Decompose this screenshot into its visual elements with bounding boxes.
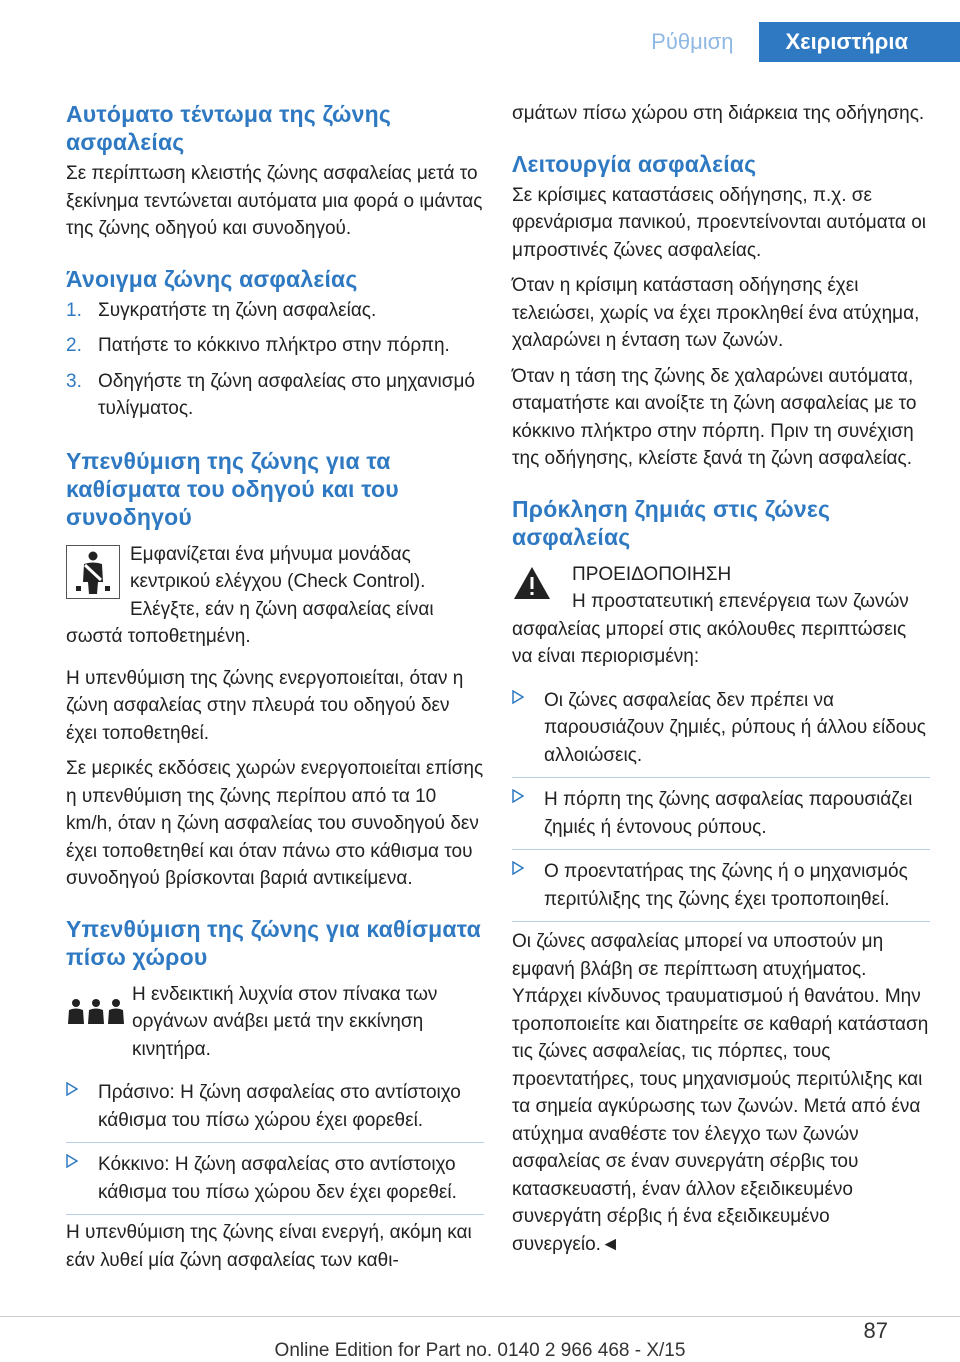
section-title-front-reminder: Υπενθύμιση της ζώνης για τα καθίσματα του οδηγού και του συνοδηγού	[66, 447, 399, 530]
triangle-bullet-icon	[512, 861, 524, 875]
step-item: 3. Οδηγήστε τη ζώνη ασφαλείας στο μηχανισμό τυλίγματος.	[66, 370, 475, 419]
page-number: 87	[863, 1318, 888, 1343]
paragraph: Σε περίπτωση κλειστής ζώνης ασφαλείας μετά το ξεκίνημα τεντώνεται αυτόματα μια φορά ο ιμάντας της ζώνης οδηγού και συνοδηγού.	[66, 163, 483, 239]
list-item: Πράσινο: Η ζώνη ασφαλείας στο αντίστοιχο κάθισμα του πίσω χώρου έχει φορεθεί.	[66, 1071, 484, 1143]
footer-divider	[0, 1316, 960, 1317]
tab-controls[interactable]: Χειριστήρια	[759, 22, 960, 62]
paragraph: Σε μερικές εκδόσεις χωρών ενεργοποιείται επίσης η υπενθύμιση της ζώνης περίπου από τα 10 km/h, όταν η ζώνη ασφαλείας του συνοδηγού δεν έχει τοποθετηθεί και όταν πάνω στο κάθισμα του συνοδηγού βρίσκονται βαριά αντικείμενα.	[66, 758, 484, 889]
paragraph: Η υπενθύμιση της ζώνης είναι ενεργή, ακόμη και εάν λυθεί μία ζώνη ασφαλείας των καθι-	[66, 1222, 472, 1271]
bullet-list	[512, 679, 930, 923]
triangle-bullet-icon	[512, 789, 524, 803]
section-title-auto-tension: Αυτόματο τέντωμα της ζώνης ασφαλείας	[66, 101, 392, 155]
section-title-rear-reminder: Υπενθύμιση της ζώνης για καθίσματα πίσω χώρου	[66, 915, 481, 970]
list-item: Κόκκινο: Η ζώνη ασφαλείας στο αντίστοιχο κάθισμα του πίσω χώρου δεν έχει φορεθεί.	[66, 1143, 484, 1215]
left-column	[66, 100, 484, 1282]
tab-setup[interactable]: Ρύθμιση	[651, 29, 734, 54]
paragraph: Η ενδεικτική λυχνία στον πίνακα των οργάνων ανάβει μετά την εκκίνηση κινητήρα.	[132, 983, 438, 1060]
footer-edition: Online Edition for Part no. 0140 2 966 468 - X/15	[274, 1340, 686, 1361]
section-title-open-belt: Άνοιγμα ζώνης ασφαλείας	[66, 265, 358, 292]
triangle-bullet-icon	[66, 1082, 78, 1096]
warning-label: ΠΡΟΕΙΔΟΠΟΙΗΣΗ	[572, 563, 732, 585]
warning-text: Η προστατευτική επενέργεια των ζωνών ασφαλείας μπορεί στις ακόλουθες περιπτώσεις να είναι περιορισμένη:	[512, 591, 909, 667]
step-list	[66, 297, 484, 423]
list-item: Ο προεντατήρας της ζώνης ή ο μηχανισμός περιτύλιξης της ζώνης έχει τροποποιηθεί.	[512, 850, 930, 922]
paragraph: Όταν η κρίσιμη κατάσταση οδήγησης έχει τελειώσει, χωρίς να έχει προκληθεί ένα ατύχημα, χαλαρώνει η ένταση των ζωνών.	[512, 275, 920, 351]
paragraph: Η υπενθύμιση της ζώνης ενεργοποιείται, όταν η ζώνη ασφαλείας στην πλευρά του οδηγού δεν έχει τοποθετηθεί.	[66, 667, 464, 744]
list-item: Η πόρπη της ζώνης ασφαλείας παρουσιάζει ζημιές ή έντονους ρύπους.	[512, 778, 930, 850]
bullet-list	[66, 1071, 484, 1215]
list-item: Οι ζώνες ασφαλείας δεν πρέπει να παρουσιάζουν ζημιές, ρύπους ή άλλου είδους αλλοιώσεις.	[512, 679, 930, 779]
paragraph: Όταν η τάση της ζώνης δε χαλαρώνει αυτόματα, σταματήστε και ανοίξτε τη ζώνη ασφαλείας με το κόκκινο πλήκτρο στην πόρπη. Πριν τη συνέχιση της οδήγησης, κλείστε ξανά τη ζώνη ασφαλείας.	[512, 365, 917, 469]
paragraph: Σε κρίσιμες καταστάσεις οδήγησης, π.χ. σε φρενάρισμα πανικού, προεντείνονται αυτόματα οι μπροστινές ζώνες ασφαλείας.	[512, 184, 926, 261]
paragraph: σμάτων πίσω χώρου στη διάρκεια της οδήγησης.	[512, 103, 925, 124]
header-tabs	[625, 22, 960, 62]
section-title-belt-damage: Πρόκληση ζημιάς στις ζώνες ασφαλείας	[512, 495, 831, 550]
step-item: 1. Συγκρατήστε τη ζώνη ασφαλείας.	[66, 299, 377, 321]
warning-triangle-icon	[512, 565, 552, 599]
right-column	[512, 100, 930, 1266]
triangle-bullet-icon	[66, 1154, 78, 1168]
step-item: 2. Πατήστε το κόκκινο πλήκτρο στην πόρπη.	[66, 335, 450, 356]
rear-seats-icon	[66, 985, 126, 1039]
section-title-safety-function: Λειτουργία ασφαλείας	[512, 150, 757, 177]
paragraph: Εμφανίζεται ένα μήνυμα μονάδας κεντρικού ελέγχου (Check Control). Ελέγξτε, εάν η ζώνη ασφαλείας είναι σωστά τοποθετημένη.	[66, 543, 434, 647]
paragraph: Οι ζώνες ασφαλείας μπορεί να υποστούν μη εμφανή βλάβη σε περίπτωση ατυχήματος. Υπάρχει κίνδυνος τραυματισμού ή θανάτου. Μην τροποποιείτε και διατηρείτε σε καθαρή κατάσταση τις ζώνες ασφαλείας, τις πόρπες, τους προεντατήρες, τους μηχανισμούς περιτύλιξης και τα σημεία αγκύρωσης των ζωνών. Μετά από ένα ατύχημα αναθέστε τον έλεγχο των ζωνών ασφαλείας σε έναν συνεργάτη σέρβις του κατασκευαστή, έναν άλλον εξειδικευμένο συνεργάτη σέρβις ή ένα εξειδικευμένο συνεργείο.◄	[512, 931, 929, 1255]
seatbelt-warning-icon	[66, 545, 120, 599]
triangle-bullet-icon	[512, 690, 524, 704]
